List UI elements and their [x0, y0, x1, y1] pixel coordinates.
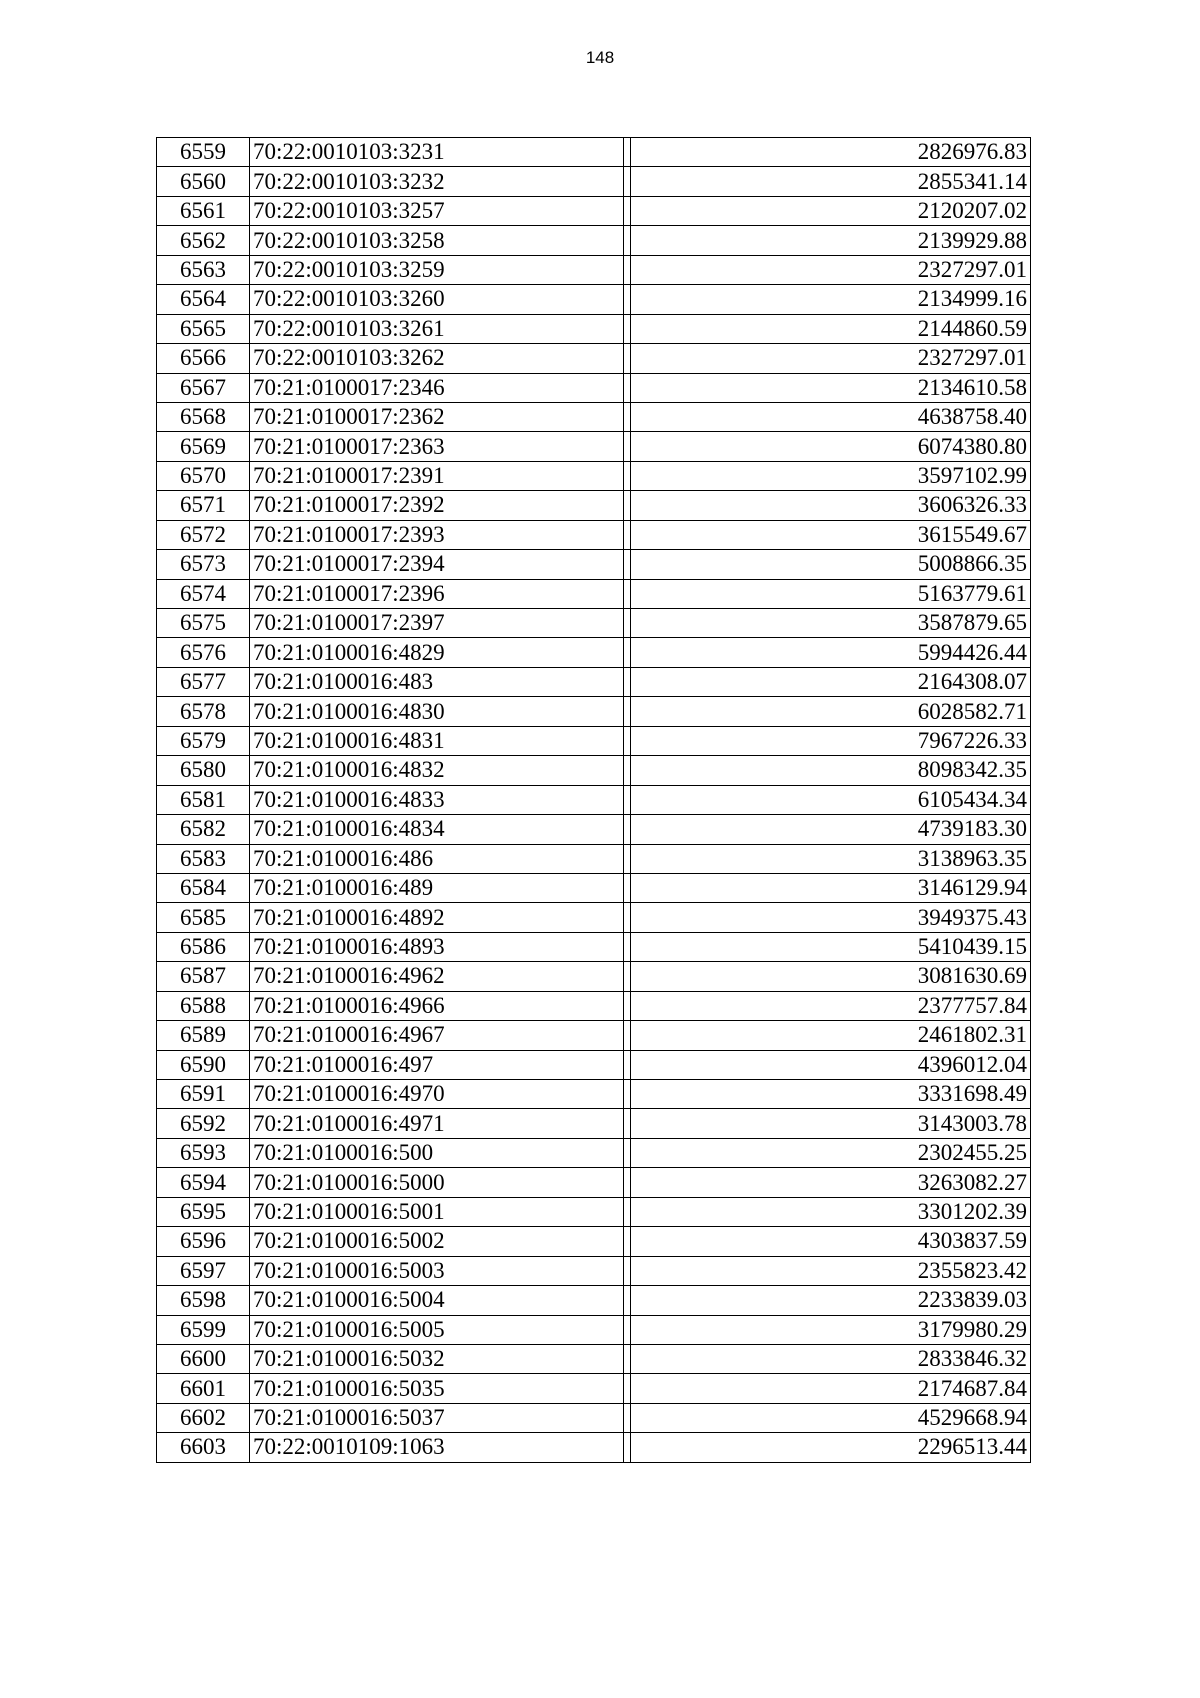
row-number-cell: 6588 — [157, 991, 250, 1020]
table-row — [157, 962, 1031, 991]
empty-cell — [624, 756, 631, 785]
value-cell: 3146129.94 — [631, 873, 1031, 902]
cadastral-number-cell: 70:21:0100017:2362 — [250, 402, 624, 431]
cadastral-number-cell: 70:22:0010103:3259 — [250, 255, 624, 284]
row-number-cell: 6572 — [157, 520, 250, 549]
value-cell: 3949375.43 — [631, 903, 1031, 932]
table-row — [157, 550, 1031, 579]
row-number-cell: 6566 — [157, 344, 250, 373]
empty-cell — [624, 550, 631, 579]
cadastral-number-cell: 70:21:0100016:5002 — [250, 1227, 624, 1256]
value-cell: 5410439.15 — [631, 932, 1031, 961]
table-row — [157, 314, 1031, 343]
row-number-cell: 6559 — [157, 138, 250, 167]
empty-cell — [624, 1197, 631, 1226]
value-cell: 2855341.14 — [631, 167, 1031, 196]
empty-cell — [624, 962, 631, 991]
value-cell: 2302455.25 — [631, 1138, 1031, 1167]
empty-cell — [624, 491, 631, 520]
row-number-cell: 6597 — [157, 1256, 250, 1285]
value-cell: 2134610.58 — [631, 373, 1031, 402]
cadastral-number-cell: 70:21:0100016:5000 — [250, 1168, 624, 1197]
table-row — [157, 609, 1031, 638]
row-number-cell: 6585 — [157, 903, 250, 932]
cadastral-number-cell: 70:21:0100016:4830 — [250, 697, 624, 726]
row-number-cell: 6600 — [157, 1344, 250, 1373]
value-cell: 4638758.40 — [631, 402, 1031, 431]
empty-cell — [624, 226, 631, 255]
table-row — [157, 226, 1031, 255]
row-number-cell: 6602 — [157, 1403, 250, 1432]
cadastral-number-cell: 70:21:0100016:4966 — [250, 991, 624, 1020]
row-number-cell: 6568 — [157, 402, 250, 431]
table-row — [157, 432, 1031, 461]
row-number-cell: 6593 — [157, 1138, 250, 1167]
empty-cell — [624, 1315, 631, 1344]
value-cell: 7967226.33 — [631, 726, 1031, 755]
empty-cell — [624, 873, 631, 902]
empty-cell — [624, 726, 631, 755]
row-number-cell: 6565 — [157, 314, 250, 343]
row-number-cell: 6586 — [157, 932, 250, 961]
table-row — [157, 815, 1031, 844]
table-row — [157, 1021, 1031, 1050]
value-cell: 2174687.84 — [631, 1374, 1031, 1403]
page-number: 148 — [585, 48, 615, 67]
empty-cell — [624, 815, 631, 844]
row-number-cell: 6583 — [157, 844, 250, 873]
row-number-cell: 6591 — [157, 1080, 250, 1109]
empty-cell — [624, 1344, 631, 1373]
empty-cell — [624, 1403, 631, 1432]
empty-cell — [624, 255, 631, 284]
row-number-cell: 6582 — [157, 815, 250, 844]
value-cell: 2833846.32 — [631, 1344, 1031, 1373]
value-cell: 2233839.03 — [631, 1286, 1031, 1315]
table-row — [157, 638, 1031, 667]
cadastral-number-cell: 70:22:0010103:3260 — [250, 285, 624, 314]
row-number-cell: 6598 — [157, 1286, 250, 1315]
empty-cell — [624, 903, 631, 932]
value-cell: 3587879.65 — [631, 609, 1031, 638]
table-row — [157, 1197, 1031, 1226]
cadastral-number-cell: 70:22:0010103:3231 — [250, 138, 624, 167]
empty-cell — [624, 638, 631, 667]
table-row — [157, 520, 1031, 549]
cadastral-number-cell: 70:22:0010103:3232 — [250, 167, 624, 196]
value-cell: 6105434.34 — [631, 785, 1031, 814]
cadastral-number-cell: 70:21:0100017:2392 — [250, 491, 624, 520]
value-cell: 2826976.83 — [631, 138, 1031, 167]
cadastral-number-cell: 70:21:0100017:2391 — [250, 461, 624, 490]
value-cell: 2120207.02 — [631, 196, 1031, 225]
table-row — [157, 1050, 1031, 1079]
value-cell: 8098342.35 — [631, 756, 1031, 785]
empty-cell — [624, 609, 631, 638]
row-number-cell: 6575 — [157, 609, 250, 638]
cadastral-number-cell: 70:22:0010109:1063 — [250, 1433, 624, 1462]
row-number-cell: 6580 — [157, 756, 250, 785]
value-cell: 4303837.59 — [631, 1227, 1031, 1256]
cadastral-number-cell: 70:21:0100016:486 — [250, 844, 624, 873]
value-cell: 4396012.04 — [631, 1050, 1031, 1079]
cadastral-number-cell: 70:21:0100016:4971 — [250, 1109, 624, 1138]
table-row — [157, 1138, 1031, 1167]
empty-cell — [624, 373, 631, 402]
cadastral-number-cell: 70:21:0100016:4833 — [250, 785, 624, 814]
row-number-cell: 6579 — [157, 726, 250, 755]
cadastral-number-cell: 70:21:0100016:5035 — [250, 1374, 624, 1403]
value-cell: 2296513.44 — [631, 1433, 1031, 1462]
value-cell: 2327297.01 — [631, 255, 1031, 284]
empty-cell — [624, 285, 631, 314]
empty-cell — [624, 167, 631, 196]
row-number-cell: 6560 — [157, 167, 250, 196]
row-number-cell: 6594 — [157, 1168, 250, 1197]
value-cell: 3597102.99 — [631, 461, 1031, 490]
table-body — [157, 138, 1031, 1463]
cadastral-number-cell: 70:21:0100016:5003 — [250, 1256, 624, 1285]
empty-cell — [624, 1168, 631, 1197]
cadastral-number-cell: 70:21:0100017:2346 — [250, 373, 624, 402]
table-row — [157, 491, 1031, 520]
cadastral-number-cell: 70:21:0100016:4893 — [250, 932, 624, 961]
cadastral-number-cell: 70:22:0010103:3261 — [250, 314, 624, 343]
row-number-cell: 6581 — [157, 785, 250, 814]
table-row — [157, 1374, 1031, 1403]
table-row — [157, 844, 1031, 873]
cadastral-number-cell: 70:21:0100016:483 — [250, 667, 624, 696]
value-cell: 3081630.69 — [631, 962, 1031, 991]
table-row — [157, 1080, 1031, 1109]
row-number-cell: 6561 — [157, 196, 250, 225]
row-number-cell: 6569 — [157, 432, 250, 461]
empty-cell — [624, 667, 631, 696]
cadastral-number-cell: 70:21:0100016:4962 — [250, 962, 624, 991]
row-number-cell: 6576 — [157, 638, 250, 667]
row-number-cell: 6564 — [157, 285, 250, 314]
empty-cell — [624, 344, 631, 373]
cadastral-number-cell: 70:21:0100016:5004 — [250, 1286, 624, 1315]
table-row — [157, 461, 1031, 490]
value-cell: 4739183.30 — [631, 815, 1031, 844]
value-cell: 6028582.71 — [631, 697, 1031, 726]
table-row — [157, 138, 1031, 167]
value-cell: 3263082.27 — [631, 1168, 1031, 1197]
table-row — [157, 579, 1031, 608]
row-number-cell: 6595 — [157, 1197, 250, 1226]
cadastral-number-cell: 70:21:0100016:4834 — [250, 815, 624, 844]
table-row — [157, 1315, 1031, 1344]
value-cell: 3301202.39 — [631, 1197, 1031, 1226]
table-row — [157, 373, 1031, 402]
empty-cell — [624, 402, 631, 431]
table-row — [157, 991, 1031, 1020]
empty-cell — [624, 461, 631, 490]
cadastral-number-cell: 70:21:0100017:2363 — [250, 432, 624, 461]
empty-cell — [624, 932, 631, 961]
empty-cell — [624, 196, 631, 225]
empty-cell — [624, 1433, 631, 1462]
empty-cell — [624, 138, 631, 167]
row-number-cell: 6577 — [157, 667, 250, 696]
empty-cell — [624, 991, 631, 1020]
cadastral-number-cell: 70:22:0010103:3258 — [250, 226, 624, 255]
table-row — [157, 873, 1031, 902]
table-row — [157, 402, 1031, 431]
empty-cell — [624, 1138, 631, 1167]
cadastral-value-table — [156, 137, 1031, 1463]
value-cell: 2134999.16 — [631, 285, 1031, 314]
empty-cell — [624, 1286, 631, 1315]
value-cell: 5994426.44 — [631, 638, 1031, 667]
table-row — [157, 1256, 1031, 1285]
table-row — [157, 1403, 1031, 1432]
empty-cell — [624, 1227, 631, 1256]
table-row — [157, 1286, 1031, 1315]
table-row — [157, 1433, 1031, 1462]
row-number-cell: 6571 — [157, 491, 250, 520]
row-number-cell: 6603 — [157, 1433, 250, 1462]
row-number-cell: 6601 — [157, 1374, 250, 1403]
cadastral-number-cell: 70:21:0100016:489 — [250, 873, 624, 902]
cadastral-number-cell: 70:21:0100016:5001 — [250, 1197, 624, 1226]
cadastral-number-cell: 70:21:0100016:5005 — [250, 1315, 624, 1344]
value-cell: 4529668.94 — [631, 1403, 1031, 1432]
empty-cell — [624, 697, 631, 726]
empty-cell — [624, 1256, 631, 1285]
value-cell: 2355823.42 — [631, 1256, 1031, 1285]
cadastral-number-cell: 70:21:0100016:4967 — [250, 1021, 624, 1050]
empty-cell — [624, 520, 631, 549]
empty-cell — [624, 432, 631, 461]
cadastral-number-cell: 70:21:0100016:4831 — [250, 726, 624, 755]
value-cell: 3138963.35 — [631, 844, 1031, 873]
table-row — [157, 344, 1031, 373]
row-number-cell: 6570 — [157, 461, 250, 490]
table-row — [157, 1227, 1031, 1256]
cadastral-number-cell: 70:21:0100016:500 — [250, 1138, 624, 1167]
value-cell: 3606326.33 — [631, 491, 1031, 520]
value-cell: 3143003.78 — [631, 1109, 1031, 1138]
row-number-cell: 6567 — [157, 373, 250, 402]
table-row — [157, 1344, 1031, 1373]
value-cell: 2327297.01 — [631, 344, 1031, 373]
empty-cell — [624, 314, 631, 343]
cadastral-number-cell: 70:22:0010103:3262 — [250, 344, 624, 373]
cadastral-number-cell: 70:21:0100016:4970 — [250, 1080, 624, 1109]
table-row — [157, 196, 1031, 225]
table-row — [157, 726, 1031, 755]
table-row — [157, 167, 1031, 196]
value-cell: 3615549.67 — [631, 520, 1031, 549]
value-cell: 2144860.59 — [631, 314, 1031, 343]
value-cell: 6074380.80 — [631, 432, 1031, 461]
value-cell: 5008866.35 — [631, 550, 1031, 579]
value-cell: 3331698.49 — [631, 1080, 1031, 1109]
value-cell: 2139929.88 — [631, 226, 1031, 255]
row-number-cell: 6596 — [157, 1227, 250, 1256]
value-cell: 3179980.29 — [631, 1315, 1031, 1344]
cadastral-number-cell: 70:21:0100016:5032 — [250, 1344, 624, 1373]
value-cell: 2461802.31 — [631, 1021, 1031, 1050]
cadastral-number-cell: 70:21:0100016:4892 — [250, 903, 624, 932]
value-cell: 2377757.84 — [631, 991, 1031, 1020]
row-number-cell: 6589 — [157, 1021, 250, 1050]
row-number-cell: 6587 — [157, 962, 250, 991]
row-number-cell: 6578 — [157, 697, 250, 726]
cadastral-number-cell: 70:22:0010103:3257 — [250, 196, 624, 225]
table-row — [157, 255, 1031, 284]
table-row — [157, 667, 1031, 696]
empty-cell — [624, 785, 631, 814]
cadastral-number-cell: 70:21:0100016:497 — [250, 1050, 624, 1079]
table-row — [157, 1168, 1031, 1197]
empty-cell — [624, 1050, 631, 1079]
cadastral-number-cell: 70:21:0100016:4829 — [250, 638, 624, 667]
empty-cell — [624, 1080, 631, 1109]
table-row — [157, 785, 1031, 814]
empty-cell — [624, 1374, 631, 1403]
table-row — [157, 932, 1031, 961]
cadastral-number-cell: 70:21:0100016:5037 — [250, 1403, 624, 1432]
table-row — [157, 285, 1031, 314]
cadastral-number-cell: 70:21:0100016:4832 — [250, 756, 624, 785]
cadastral-number-cell: 70:21:0100017:2396 — [250, 579, 624, 608]
row-number-cell: 6584 — [157, 873, 250, 902]
value-cell: 5163779.61 — [631, 579, 1031, 608]
row-number-cell: 6590 — [157, 1050, 250, 1079]
table-row — [157, 697, 1031, 726]
cadastral-number-cell: 70:21:0100017:2397 — [250, 609, 624, 638]
cadastral-number-cell: 70:21:0100017:2393 — [250, 520, 624, 549]
empty-cell — [624, 1021, 631, 1050]
row-number-cell: 6574 — [157, 579, 250, 608]
row-number-cell: 6592 — [157, 1109, 250, 1138]
table-row — [157, 756, 1031, 785]
table-row — [157, 903, 1031, 932]
row-number-cell: 6573 — [157, 550, 250, 579]
row-number-cell: 6599 — [157, 1315, 250, 1344]
value-cell: 2164308.07 — [631, 667, 1031, 696]
empty-cell — [624, 844, 631, 873]
table-row — [157, 1109, 1031, 1138]
row-number-cell: 6562 — [157, 226, 250, 255]
empty-cell — [624, 579, 631, 608]
empty-cell — [624, 1109, 631, 1138]
row-number-cell: 6563 — [157, 255, 250, 284]
cadastral-number-cell: 70:21:0100017:2394 — [250, 550, 624, 579]
